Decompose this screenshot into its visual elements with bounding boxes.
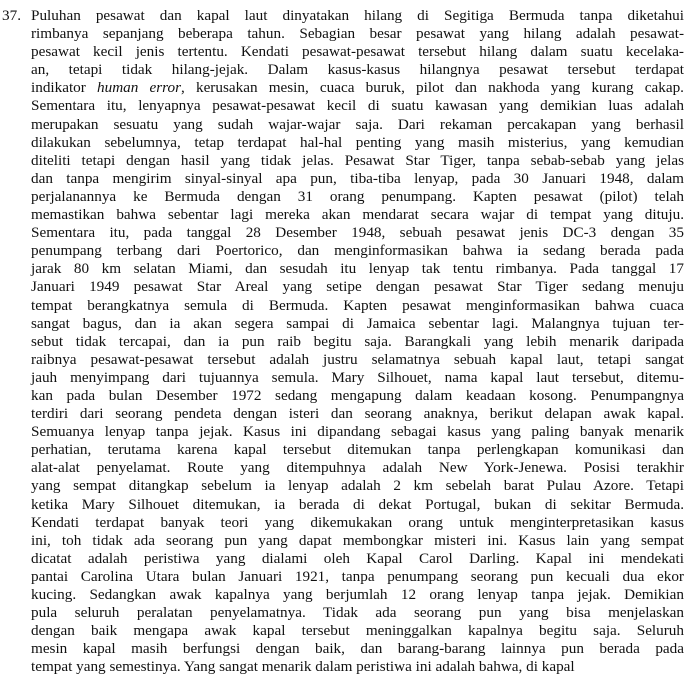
text-line: dilakukan sebelumnya, tetap terdapat hal-hal penting yang masih misterius, yang kemudian	[31, 133, 684, 151]
text-line: sebut tidak tercapai, dan ia pun raib begitu saja. Barangkali yang lebih menarik daripada	[31, 332, 684, 350]
text-line: tempat berangkatnya semula di Bermuda. Kapten pesawat menginformasikan bahwa cuaca	[31, 296, 684, 314]
question-paragraph	[31, 7, 684, 676]
text-line: mesin kapal masih berfungsi dengan baik, dan barang-barang lainnya pun berada pada	[31, 640, 684, 658]
text-line: indikator human error, kerusakan mesin, cuaca buruk, pilot dan nakhoda yang kurang cakap.	[31, 79, 684, 97]
text-line: kucing. Sedangkan awak kapalnya yang berjumlah 12 orang lenyap tanpa jejak. Demikian	[31, 586, 684, 603]
text-line: jarak 80 km selatan Miami, dan sesudah itu lenyap tak tentu rimbanya. Pada tanggal 17	[31, 260, 684, 278]
italic-term: human error	[97, 79, 182, 97]
text-line: Januari 1949 pesawat Star Areal yang setipe dengan pesawat Star Tiger sedang menuju	[31, 278, 684, 296]
text-line: Sementara itu, pada tanggal 28 Desember 1948, sebuah pesawat jenis DC-3 dengan 35	[31, 224, 684, 242]
text-line: terdiri dari seorang pendeta dengan isteri dan seorang anaknya, berikut delapan awak kapal.	[31, 405, 684, 423]
text-line: an, tetapi tidak hilang-jejak. Dalam kasus-kasus hilangnya pesawat tersebut terdapat	[31, 61, 684, 79]
text-line: pesawat kecil jenis tertentu. Kendati pesawat-pesawat tersebut hilang dalam suatu kecelaka-	[31, 43, 684, 61]
text-line: penumpang terbang dari Poertorico, dan menginformasikan bahwa ia sedang berada pada	[31, 242, 684, 260]
text-line: Semuanya lenyap tanpa jejak. Kasus ini dipandang sebagai kasus yang paling banyak menarik	[31, 423, 684, 441]
text-line: ketika Mary Silhouet ditemukan, ia berada di dekat Portugal, bukan di sekitar Bermuda.	[31, 495, 684, 513]
text-line: pantai Carolina Utara bulan Januari 1921, tanpa penumpang seorang pun kecuali dua ekor	[31, 567, 684, 585]
text-line: rimbanya sepanjang beberapa tahun. Sebagian besar pesawat yang hilang adalah pesawat-	[31, 25, 684, 43]
text-line: raibnya pesawat-pesawat tersebut adalah justru selamatnya sebuah kapal laut, tetapi sangat	[31, 350, 684, 368]
text-line: Sementara itu, lenyapnya pesawat-pesawat kecil di suatu kawasan yang demikian luas adalah	[31, 97, 684, 115]
text-line: merupakan sesuatu yang sudah wajar-wajar saja. Dari rekaman percakapan yang berhasil	[31, 115, 684, 133]
text-line: dan tanpa mengirim sinyal-sinyal apa pun, tiba-tiba lenyap, pada 30 Januari 1948, dalam	[31, 169, 684, 187]
text-line: ini, toh tidak ada seorang pun yang dapat membongkar misteri ini. Kasus lain yang sempat	[31, 531, 684, 549]
text-line: memastikan bahwa sebentar lagi mereka akan mendarat secara wajar di tempat yang dituju.	[31, 206, 684, 224]
question-number: 37.	[2, 7, 21, 24]
text-line: alat-alat penyelamat. Route yang ditempuhnya adalah New York-Jenewa. Posisi terakhir	[31, 459, 684, 477]
text-line: Kendati terdapat banyak teori yang dikemukakan orang untuk menginterpretasikan kasus	[31, 513, 684, 531]
text-line: perjalanannya ke Bermuda dengan 31 orang penumpang. Kapten pesawat (pilot) telah	[31, 187, 684, 205]
text-line: jauh menyimpang dari tujuannya semula. Mary Silhouet, nama kapal laut tersebut, ditemu-	[31, 368, 684, 386]
text-line: kan pada bulan Desember 1972 sedang mengapung dalam keadaan kosong. Penumpangnya	[31, 386, 684, 404]
text-line: dengan baik mengapa awak kapal tersebut meninggalkan kapalnya begitu saja. Seluruh	[31, 622, 684, 640]
text-line: diteliti tetapi dengan hasil yang tidak jelas. Pesawat Star Tiger, tanpa sebab-sebab yang jelas	[31, 151, 684, 169]
text-line: dicatat adalah peristiwa yang dialami oleh Kapal Carol Darling. Kapal ini mendekati	[31, 549, 684, 567]
text-line: tempat yang semestinya. Yang sangat menarik dalam peristiwa ini adalah bahwa, di kapal	[31, 658, 575, 676]
text-line: yang sempat ditangkap sebelum ia lenyap adalah 2 km sebelah barat Pulau Azore. Tetapi	[31, 477, 684, 495]
text-line: sangat bagus, dan ia akan segera sampai di Jamaica sebentar lagi. Malangnya tujuan ter-	[31, 314, 684, 332]
text-line: pula seluruh peralatan penyelamatnya. Tidak ada seorang pun yang bisa menjelaskan	[31, 604, 684, 622]
text-line: perhatian, terutama karena kapal tersebut ditemukan tanpa perlengkapan komunikasi dan	[31, 441, 684, 459]
text-line: Puluhan pesawat dan kapal laut dinyatakan hilang di Segitiga Bermuda tanpa diketahui	[31, 7, 684, 24]
